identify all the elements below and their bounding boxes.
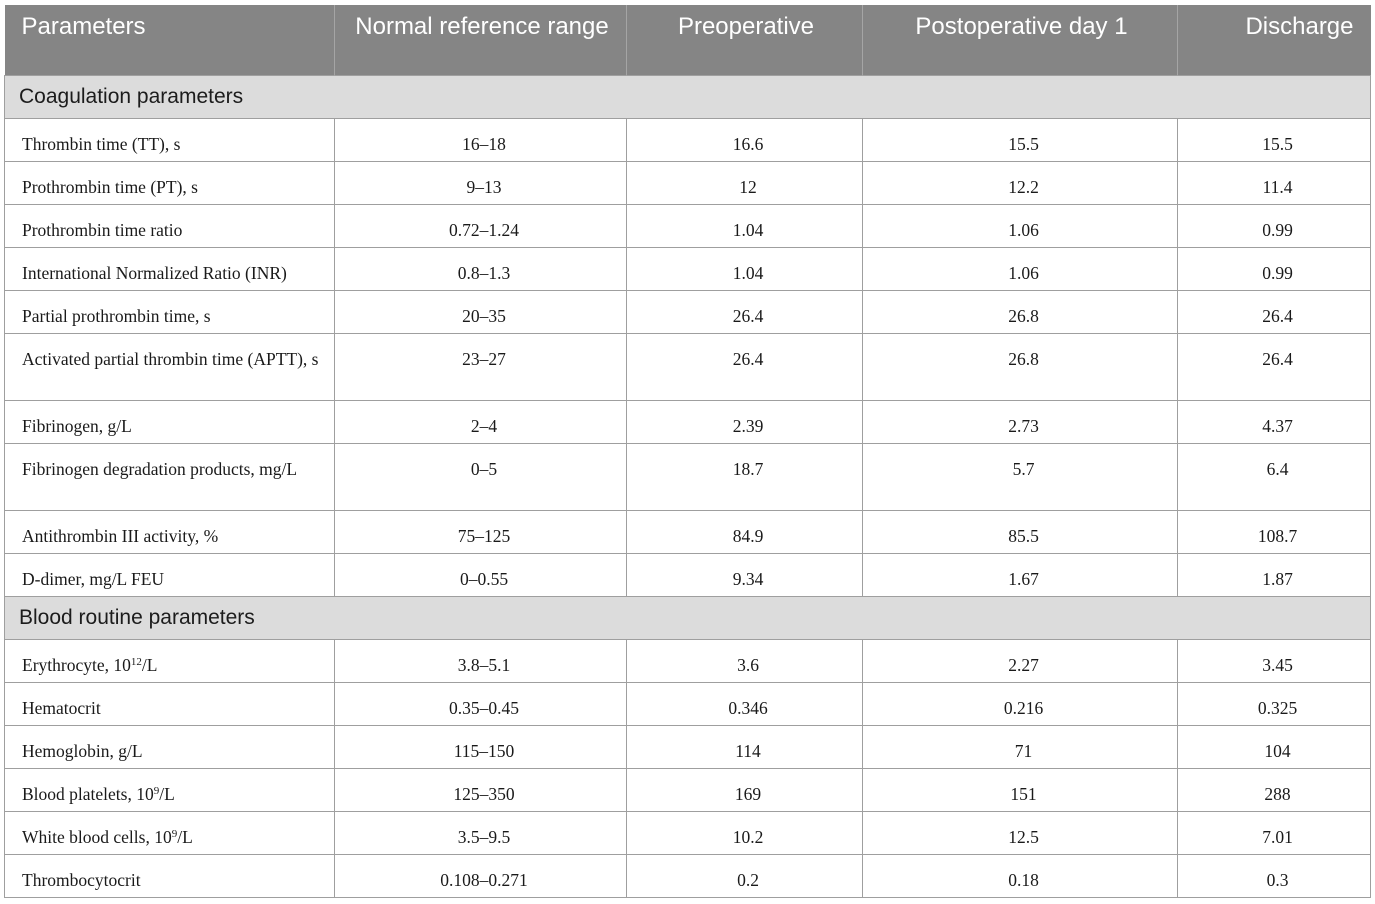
parameter-cell <box>5 811 335 854</box>
parameter-cell <box>5 854 335 897</box>
discharge-cell: 0.3 <box>1178 854 1371 897</box>
parameter-label: Fibrinogen, g/L <box>22 415 132 436</box>
unit-exponent: 12 <box>130 655 142 668</box>
unit-exponent: 9 <box>153 784 160 797</box>
range-cell: 0.8–1.3 <box>335 247 627 290</box>
table-row <box>5 725 1371 768</box>
range-cell: 16–18 <box>335 118 627 161</box>
parameter-cell <box>5 510 335 553</box>
parameter-cell <box>5 290 335 333</box>
parameter-label: White blood cells, 10 <box>22 826 172 847</box>
table-row <box>5 204 1371 247</box>
postoperative-cell: 26.8 <box>863 333 1178 400</box>
table-row <box>5 443 1371 510</box>
section-title: Coagulation parameters <box>5 75 1371 118</box>
postoperative-cell: 26.8 <box>863 290 1178 333</box>
range-cell: 0–5 <box>335 443 627 510</box>
table-row <box>5 811 1371 854</box>
discharge-cell: 0.99 <box>1178 247 1371 290</box>
discharge-cell: 108.7 <box>1178 510 1371 553</box>
postoperative-cell: 2.73 <box>863 400 1178 443</box>
table-row <box>5 553 1371 596</box>
parameter-label: International Normalized Ratio (INR) <box>22 262 287 283</box>
postoperative-cell: 5.7 <box>863 443 1178 510</box>
unit-suffix: /L <box>177 826 193 847</box>
parameter-cell <box>5 247 335 290</box>
range-cell: 0.108–0.271 <box>335 854 627 897</box>
lab-results-table <box>4 5 1371 898</box>
range-cell: 125–350 <box>335 768 627 811</box>
table-row <box>5 768 1371 811</box>
preoperative-cell: 26.4 <box>627 333 863 400</box>
range-cell: 3.5–9.5 <box>335 811 627 854</box>
postoperative-cell: 12.2 <box>863 161 1178 204</box>
range-cell: 0.35–0.45 <box>335 682 627 725</box>
discharge-cell: 3.45 <box>1178 639 1371 682</box>
section-row <box>5 596 1371 639</box>
range-cell: 0.72–1.24 <box>335 204 627 247</box>
postoperative-cell: 15.5 <box>863 118 1178 161</box>
section-title: Blood routine parameters <box>5 596 1371 639</box>
parameter-cell <box>5 204 335 247</box>
postoperative-cell: 151 <box>863 768 1178 811</box>
parameter-label: Thrombocytocrit <box>22 869 141 890</box>
postoperative-cell: 71 <box>863 725 1178 768</box>
parameter-label: Antithrombin III activity, % <box>22 525 219 546</box>
header-discharge: Discharge <box>1178 5 1371 75</box>
table-row <box>5 682 1371 725</box>
postoperative-cell: 85.5 <box>863 510 1178 553</box>
postoperative-cell: 2.27 <box>863 639 1178 682</box>
range-cell: 20–35 <box>335 290 627 333</box>
discharge-cell: 26.4 <box>1178 290 1371 333</box>
parameter-cell <box>5 118 335 161</box>
unit-exponent: 9 <box>171 827 178 840</box>
parameter-cell <box>5 443 335 510</box>
discharge-cell: 288 <box>1178 768 1371 811</box>
preoperative-cell: 114 <box>627 725 863 768</box>
postoperative-cell: 0.18 <box>863 854 1178 897</box>
discharge-cell: 26.4 <box>1178 333 1371 400</box>
preoperative-cell: 9.34 <box>627 553 863 596</box>
header-row <box>5 5 1371 75</box>
preoperative-cell: 2.39 <box>627 400 863 443</box>
parameter-cell <box>5 768 335 811</box>
table-row <box>5 510 1371 553</box>
parameter-cell <box>5 161 335 204</box>
postoperative-cell: 1.67 <box>863 553 1178 596</box>
discharge-cell: 11.4 <box>1178 161 1371 204</box>
parameter-cell <box>5 400 335 443</box>
table-row <box>5 854 1371 897</box>
table-row <box>5 639 1371 682</box>
preoperative-cell: 169 <box>627 768 863 811</box>
preoperative-cell: 18.7 <box>627 443 863 510</box>
table-header <box>5 5 1371 75</box>
parameter-cell <box>5 639 335 682</box>
range-cell: 2–4 <box>335 400 627 443</box>
lab-results-table-container <box>4 5 1370 898</box>
table-row <box>5 290 1371 333</box>
postoperative-cell: 1.06 <box>863 204 1178 247</box>
table-row <box>5 400 1371 443</box>
parameter-label: Blood platelets, 10 <box>22 783 154 804</box>
parameter-label: Hemoglobin, g/L <box>22 740 143 761</box>
table-row <box>5 118 1371 161</box>
discharge-cell: 104 <box>1178 725 1371 768</box>
parameter-cell <box>5 553 335 596</box>
discharge-cell: 4.37 <box>1178 400 1371 443</box>
parameter-label: Partial prothrombin time, s <box>22 305 211 326</box>
parameter-label: Fibrinogen degradation products, mg/L <box>22 458 298 479</box>
range-cell: 75–125 <box>335 510 627 553</box>
postoperative-cell: 0.216 <box>863 682 1178 725</box>
parameter-label: D-dimer, mg/L FEU <box>22 568 165 589</box>
header-parameters: Parameters <box>5 5 335 75</box>
table-row <box>5 333 1371 400</box>
header-postoperative-day-1: Postoperative day 1 <box>863 5 1178 75</box>
preoperative-cell: 3.6 <box>627 639 863 682</box>
preoperative-cell: 26.4 <box>627 290 863 333</box>
range-cell: 0–0.55 <box>335 553 627 596</box>
header-normal-range: Normal reference range <box>335 5 627 75</box>
table-row <box>5 161 1371 204</box>
parameter-label: Hematocrit <box>22 697 101 718</box>
preoperative-cell: 84.9 <box>627 510 863 553</box>
parameter-label: Erythrocyte, 10 <box>22 654 131 675</box>
preoperative-cell: 1.04 <box>627 247 863 290</box>
header-preoperative: Preoperative <box>627 5 863 75</box>
range-cell: 115–150 <box>335 725 627 768</box>
preoperative-cell: 12 <box>627 161 863 204</box>
range-cell: 3.8–5.1 <box>335 639 627 682</box>
preoperative-cell: 0.2 <box>627 854 863 897</box>
table-row <box>5 247 1371 290</box>
preoperative-cell: 1.04 <box>627 204 863 247</box>
range-cell: 23–27 <box>335 333 627 400</box>
range-cell: 9–13 <box>335 161 627 204</box>
discharge-cell: 15.5 <box>1178 118 1371 161</box>
section-row <box>5 75 1371 118</box>
table-body <box>5 75 1371 897</box>
preoperative-cell: 10.2 <box>627 811 863 854</box>
discharge-cell: 6.4 <box>1178 443 1371 510</box>
discharge-cell: 7.01 <box>1178 811 1371 854</box>
parameter-label: Thrombin time (TT), s <box>22 133 181 154</box>
parameter-cell <box>5 725 335 768</box>
parameter-cell <box>5 682 335 725</box>
discharge-cell: 0.325 <box>1178 682 1371 725</box>
unit-suffix: /L <box>159 783 175 804</box>
parameter-label: Activated partial thrombin time (APTT), s <box>22 348 319 369</box>
parameter-label: Prothrombin time (PT), s <box>22 176 198 197</box>
postoperative-cell: 12.5 <box>863 811 1178 854</box>
parameter-label: Prothrombin time ratio <box>22 219 183 240</box>
preoperative-cell: 16.6 <box>627 118 863 161</box>
preoperative-cell: 0.346 <box>627 682 863 725</box>
postoperative-cell: 1.06 <box>863 247 1178 290</box>
parameter-cell <box>5 333 335 400</box>
discharge-cell: 1.87 <box>1178 553 1371 596</box>
discharge-cell: 0.99 <box>1178 204 1371 247</box>
unit-suffix: /L <box>141 654 158 675</box>
